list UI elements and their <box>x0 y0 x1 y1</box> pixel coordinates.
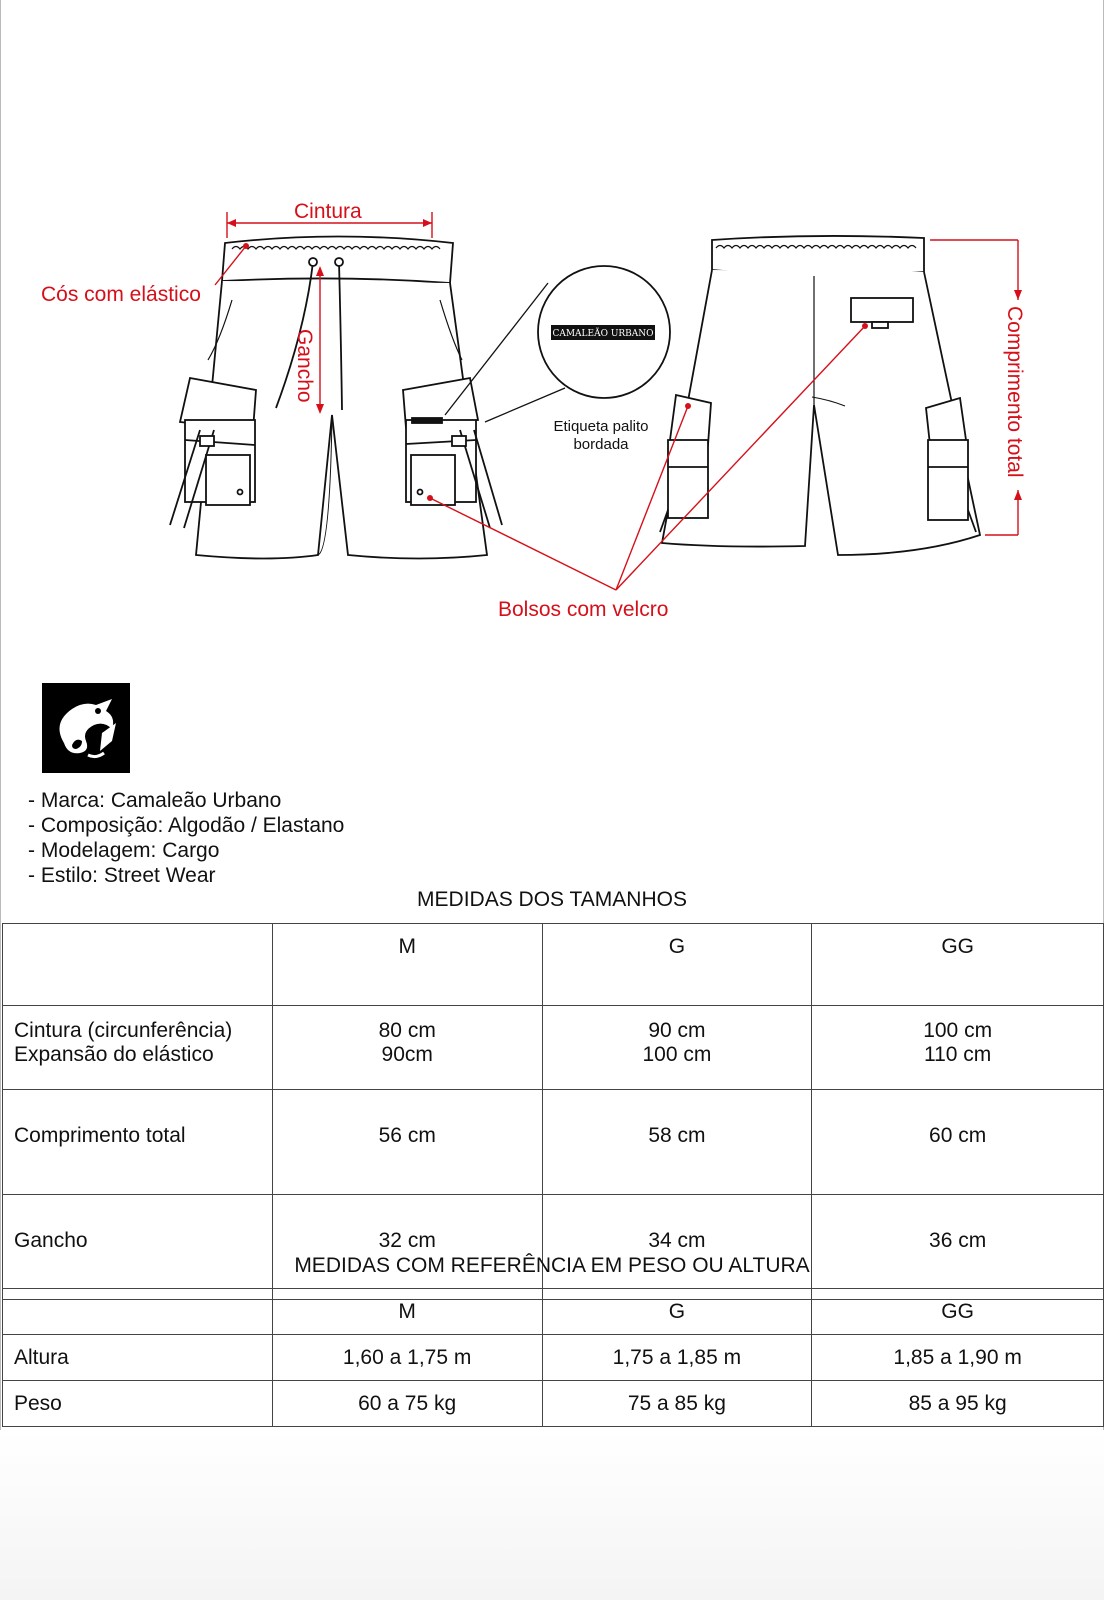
table-row-comprimento <box>3 1090 1104 1195</box>
front-shorts-drawing <box>170 237 502 559</box>
ref-header-blank <box>3 1289 273 1335</box>
gancho-row-label: Gancho <box>3 1195 273 1300</box>
cell-m <box>272 1006 542 1090</box>
header-gg: GG <box>812 924 1104 1006</box>
gancho-gg: 36 cm <box>812 1195 1104 1300</box>
gancho-g: 34 cm <box>542 1195 812 1300</box>
expansao-m: 90cm <box>381 1043 433 1066</box>
comprimento-gg: 60 cm <box>812 1090 1104 1195</box>
etiqueta-label-line1: Etiqueta palito <box>553 418 649 435</box>
label-callout <box>445 266 670 422</box>
product-specs <box>28 788 344 888</box>
spec-composition: - Composição: Algodão / Elastano <box>28 814 345 837</box>
chameleon-logo-icon <box>42 683 130 773</box>
comprimento-m: 56 cm <box>272 1090 542 1195</box>
cos-elastico-label: Cós com elástico <box>41 283 201 306</box>
woven-label-text: CAMALEÃO URBANO <box>552 329 654 339</box>
technical-drawing <box>0 0 1104 640</box>
comprimento-total-label: Comprimento total <box>1003 306 1026 478</box>
ref-header-gg: GG <box>812 1289 1104 1335</box>
spec-modeling: - Modelagem: Cargo <box>28 839 220 862</box>
ref-header-g: G <box>542 1289 812 1335</box>
peso-m: 60 a 75 kg <box>272 1381 542 1427</box>
gancho-m: 32 cm <box>272 1195 542 1300</box>
cintura-label: Cintura <box>294 200 362 223</box>
expansao-gg: 110 cm <box>923 1043 992 1066</box>
table-row-gancho <box>3 1195 1104 1300</box>
expansao-g: 100 cm <box>642 1043 712 1066</box>
ref-table-title: MEDIDAS COM REFERÊNCIA EM PESO OU ALTURA <box>294 1254 810 1277</box>
altura-g: 1,75 a 1,85 m <box>542 1335 812 1381</box>
peso-row-label: Peso <box>3 1381 273 1427</box>
spec-brand: - Marca: Camaleão Urbano <box>28 789 282 812</box>
cintura-m: 80 cm <box>378 1019 436 1042</box>
comprimento-g: 58 cm <box>542 1090 812 1195</box>
ref-header-row <box>3 1289 1104 1335</box>
cell-g <box>542 1006 812 1090</box>
ref-row-altura <box>3 1335 1104 1381</box>
peso-g: 75 a 85 kg <box>542 1381 812 1427</box>
header-m: M <box>272 924 542 1006</box>
comprimento-row-label: Comprimento total <box>3 1090 273 1195</box>
cintura-row-label: Cintura (circunferência) <box>14 1019 233 1042</box>
header-g: G <box>542 924 812 1006</box>
peso-gg: 85 a 95 kg <box>812 1381 1104 1427</box>
expansao-row-label: Expansão do elástico <box>14 1043 214 1066</box>
ref-row-peso <box>3 1381 1104 1427</box>
altura-row-label: Altura <box>3 1335 273 1381</box>
back-shorts-drawing <box>660 236 980 555</box>
table-header-row <box>3 924 1104 1006</box>
altura-gg: 1,85 a 1,90 m <box>812 1335 1104 1381</box>
table-row-cintura <box>3 1006 1104 1090</box>
etiqueta-label-line2: bordada <box>573 436 629 453</box>
row-label <box>3 1006 273 1090</box>
header-blank <box>3 924 273 1006</box>
bolsos-velcro-label: Bolsos com velcro <box>498 598 669 621</box>
altura-m: 1,60 a 1,75 m <box>272 1335 542 1381</box>
ref-header-m: M <box>272 1289 542 1335</box>
size-table <box>2 923 1104 1300</box>
size-table-title: MEDIDAS DOS TAMANHOS <box>417 888 687 911</box>
reference-table <box>2 1288 1104 1427</box>
cintura-g: 90 cm <box>648 1019 706 1042</box>
gancho-label: Gancho <box>293 329 316 403</box>
cell-gg <box>812 1006 1104 1090</box>
bottom-fade <box>0 1430 1104 1600</box>
cintura-gg: 100 cm <box>923 1019 993 1042</box>
spec-style: - Estilo: Street Wear <box>28 864 216 887</box>
